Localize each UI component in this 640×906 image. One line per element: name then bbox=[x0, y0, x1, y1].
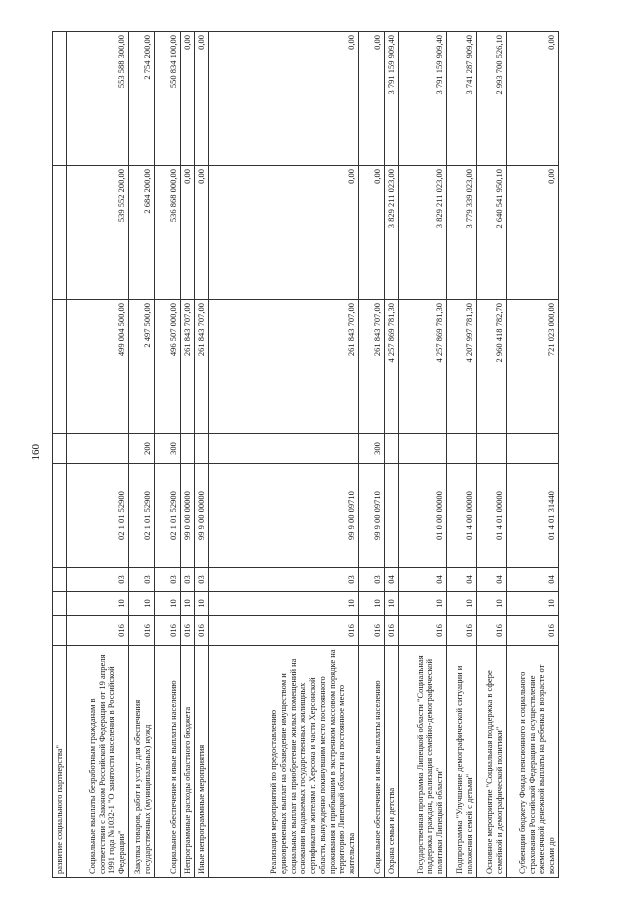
cell-v1: 261 843 707,00 bbox=[359, 300, 385, 434]
cell-v3: 3 791 159 909,40 bbox=[399, 32, 447, 166]
cell-v1: 4 257 869 781,30 bbox=[385, 300, 399, 434]
cell-c2: 10 bbox=[477, 592, 507, 616]
cell-c3: 03 bbox=[359, 568, 385, 592]
table-row bbox=[67, 32, 129, 878]
cell-v2: 0,00 bbox=[507, 166, 559, 300]
table-row bbox=[209, 32, 359, 878]
cell-v2 bbox=[53, 166, 67, 300]
page-number: 160 bbox=[30, 444, 42, 461]
cell-c5 bbox=[399, 434, 447, 464]
cell-v2: 2 640 541 950,10 bbox=[477, 166, 507, 300]
cell-c2: 10 bbox=[209, 592, 359, 616]
cell-c3 bbox=[53, 568, 67, 592]
cell-c5: 300 bbox=[359, 434, 385, 464]
cell-c1: 016 bbox=[399, 616, 447, 646]
table-row bbox=[507, 32, 559, 878]
cell-c4: 02 1 01 52900 bbox=[67, 464, 129, 568]
cell-c5: 300 bbox=[155, 434, 181, 464]
cell-c3: 04 bbox=[399, 568, 447, 592]
cell-v1: 721 023 000,00 bbox=[507, 300, 559, 434]
cell-v3: 3 741 287 909,40 bbox=[447, 32, 477, 166]
table-row bbox=[53, 32, 67, 878]
cell-c5 bbox=[477, 434, 507, 464]
cell-v3: 550 834 100,00 bbox=[155, 32, 181, 166]
cell-v2: 3 779 339 023,00 bbox=[447, 166, 477, 300]
table-row bbox=[129, 32, 155, 878]
cell-c2: 10 bbox=[359, 592, 385, 616]
cell-v1: 499 004 500,00 bbox=[67, 300, 129, 434]
cell-c3: 03 bbox=[195, 568, 209, 592]
cell-c3: 03 bbox=[129, 568, 155, 592]
cell-c4 bbox=[385, 464, 399, 568]
cell-c1: 016 bbox=[359, 616, 385, 646]
cell-c5 bbox=[385, 434, 399, 464]
rotated-page bbox=[52, 32, 612, 878]
table-body bbox=[53, 32, 559, 878]
cell-c1: 016 bbox=[507, 616, 559, 646]
cell-c4: 01 0 00 00000 bbox=[399, 464, 447, 568]
cell-v1: 261 843 707,00 bbox=[195, 300, 209, 434]
cell-v2: 3 829 211 023,00 bbox=[399, 166, 447, 300]
cell-name: Социальное обеспечение и иные выплаты населению bbox=[155, 646, 181, 878]
cell-name: Охрана семьи и детства bbox=[385, 646, 399, 878]
cell-v1: 2 497 500,00 bbox=[129, 300, 155, 434]
cell-c3: 04 bbox=[447, 568, 477, 592]
cell-c3: 04 bbox=[477, 568, 507, 592]
cell-v3: 0,00 bbox=[195, 32, 209, 166]
cell-v2: 0,00 bbox=[181, 166, 195, 300]
cell-c1: 016 bbox=[181, 616, 195, 646]
cell-v2: 2 684 200,00 bbox=[129, 166, 155, 300]
cell-c2: 10 bbox=[447, 592, 477, 616]
cell-v2: 0,00 bbox=[209, 166, 359, 300]
cell-c4: 01 4 01 31440 bbox=[507, 464, 559, 568]
cell-v2: 0,00 bbox=[195, 166, 209, 300]
table-row bbox=[385, 32, 399, 878]
cell-c4: 99 9 00 09710 bbox=[209, 464, 359, 568]
cell-c4: 02 1 01 52900 bbox=[155, 464, 181, 568]
cell-c2: 10 bbox=[507, 592, 559, 616]
cell-c2: 10 bbox=[129, 592, 155, 616]
cell-c1 bbox=[53, 616, 67, 646]
cell-c3: 04 bbox=[385, 568, 399, 592]
cell-c5: 200 bbox=[129, 434, 155, 464]
table-row bbox=[195, 32, 209, 878]
cell-c4: 99 0 00 00000 bbox=[181, 464, 195, 568]
cell-v3: 2 993 700 526,10 bbox=[477, 32, 507, 166]
cell-c2: 10 bbox=[399, 592, 447, 616]
table-row bbox=[181, 32, 195, 878]
cell-c1: 016 bbox=[447, 616, 477, 646]
cell-c1: 016 bbox=[67, 616, 129, 646]
cell-v3: 2 754 200,00 bbox=[129, 32, 155, 166]
cell-name: Непрограммные расходы областного бюджета bbox=[181, 646, 195, 878]
cell-v3 bbox=[53, 32, 67, 166]
cell-c2 bbox=[53, 592, 67, 616]
cell-c3: 03 bbox=[67, 568, 129, 592]
cell-c2: 10 bbox=[195, 592, 209, 616]
cell-v1: 4 257 869 781,30 bbox=[399, 300, 447, 434]
cell-c1: 016 bbox=[129, 616, 155, 646]
cell-v2: 536 868 000,00 bbox=[155, 166, 181, 300]
cell-c3: 04 bbox=[507, 568, 559, 592]
cell-name: Основное мероприятие "Социальная поддержка в сфере семейной и демографической политики" bbox=[477, 646, 507, 878]
cell-c5 bbox=[67, 434, 129, 464]
cell-c1: 016 bbox=[195, 616, 209, 646]
cell-name: Реализация мероприятий по предоставлению единовременных выплат на обзаведение имуществом и социальных выплат на приобретение жилых помещений на основании выдаваемых государственных жилищных сертификатов жителям г. Херсона и части Херсонской области, вынужденно покинувшим место постоянного проживания и прибывшим в экстренном массовом порядке на территорию Липецкой области на постоянное место жительства bbox=[209, 646, 359, 878]
cell-name: Социальное обеспечение и иные выплаты населению bbox=[359, 646, 385, 878]
cell-v2: 0,00 bbox=[359, 166, 385, 300]
cell-v3: 0,00 bbox=[181, 32, 195, 166]
cell-c4: 01 4 01 00000 bbox=[477, 464, 507, 568]
cell-c1: 016 bbox=[385, 616, 399, 646]
cell-c5 bbox=[53, 434, 67, 464]
cell-c4: 02 1 01 52900 bbox=[129, 464, 155, 568]
table-row bbox=[447, 32, 477, 878]
cell-name: Закупка товаров, работ и услуг для обеспечения государственных (муниципальных) нужд bbox=[129, 646, 155, 878]
cell-v1: 496 507 000,00 bbox=[155, 300, 181, 434]
cell-v3: 553 588 300,00 bbox=[67, 32, 129, 166]
cell-v3: 3 791 159 909,40 bbox=[385, 32, 399, 166]
cell-v2: 3 829 211 023,00 bbox=[385, 166, 399, 300]
cell-name: развитие социального партнерства" bbox=[53, 646, 67, 878]
cell-v3: 0,00 bbox=[507, 32, 559, 166]
cell-c3: 03 bbox=[155, 568, 181, 592]
cell-v3: 0,00 bbox=[359, 32, 385, 166]
cell-c4: 99 9 00 09710 bbox=[359, 464, 385, 568]
cell-c2: 10 bbox=[385, 592, 399, 616]
cell-name: Государственная программа Липецкой области "Социальная поддержка граждан, реализация семейно-демографической политики Липецкой области" bbox=[399, 646, 447, 878]
cell-c2: 10 bbox=[181, 592, 195, 616]
cell-c5 bbox=[447, 434, 477, 464]
cell-v1: 261 843 707,00 bbox=[181, 300, 195, 434]
cell-c3: 03 bbox=[181, 568, 195, 592]
budget-table bbox=[52, 31, 559, 878]
cell-v1 bbox=[53, 300, 67, 434]
cell-c2: 10 bbox=[67, 592, 129, 616]
cell-name: Субвенции бюджету Фонда пенсионного и социального страхования Российской Федерации на осуществление ежемесячной денежной выплаты на ребенка в возрасте от восьми до bbox=[507, 646, 559, 878]
cell-v1: 2 960 418 782,70 bbox=[477, 300, 507, 434]
cell-c4: 99 9 00 00000 bbox=[195, 464, 209, 568]
cell-name: Социальные выплаты безработным гражданам в соответствии с Законом Российской Федерации от 19 апреля 1991 года №1032-1 "О занятости населения в Российской Федерации" bbox=[67, 646, 129, 878]
cell-c2: 10 bbox=[155, 592, 181, 616]
cell-c5 bbox=[181, 434, 195, 464]
cell-c5 bbox=[209, 434, 359, 464]
cell-c5 bbox=[507, 434, 559, 464]
cell-c1: 016 bbox=[155, 616, 181, 646]
table-row bbox=[359, 32, 385, 878]
cell-v1: 261 843 707,00 bbox=[209, 300, 359, 434]
cell-c4 bbox=[53, 464, 67, 568]
cell-c4: 01 4 00 00000 bbox=[447, 464, 477, 568]
cell-v3: 0,00 bbox=[209, 32, 359, 166]
cell-v1: 4 207 997 781,30 bbox=[447, 300, 477, 434]
cell-v2: 539 552 200,00 bbox=[67, 166, 129, 300]
table-row bbox=[399, 32, 447, 878]
cell-c5 bbox=[195, 434, 209, 464]
table-row bbox=[155, 32, 181, 878]
cell-name: Иные непрограммные мероприятия bbox=[195, 646, 209, 878]
cell-c3: 03 bbox=[209, 568, 359, 592]
cell-c1: 016 bbox=[209, 616, 359, 646]
cell-name: Подпрограмма "Улучшение демографической ситуации и положения семей с детьми" bbox=[447, 646, 477, 878]
table-row bbox=[477, 32, 507, 878]
cell-c1: 016 bbox=[477, 616, 507, 646]
